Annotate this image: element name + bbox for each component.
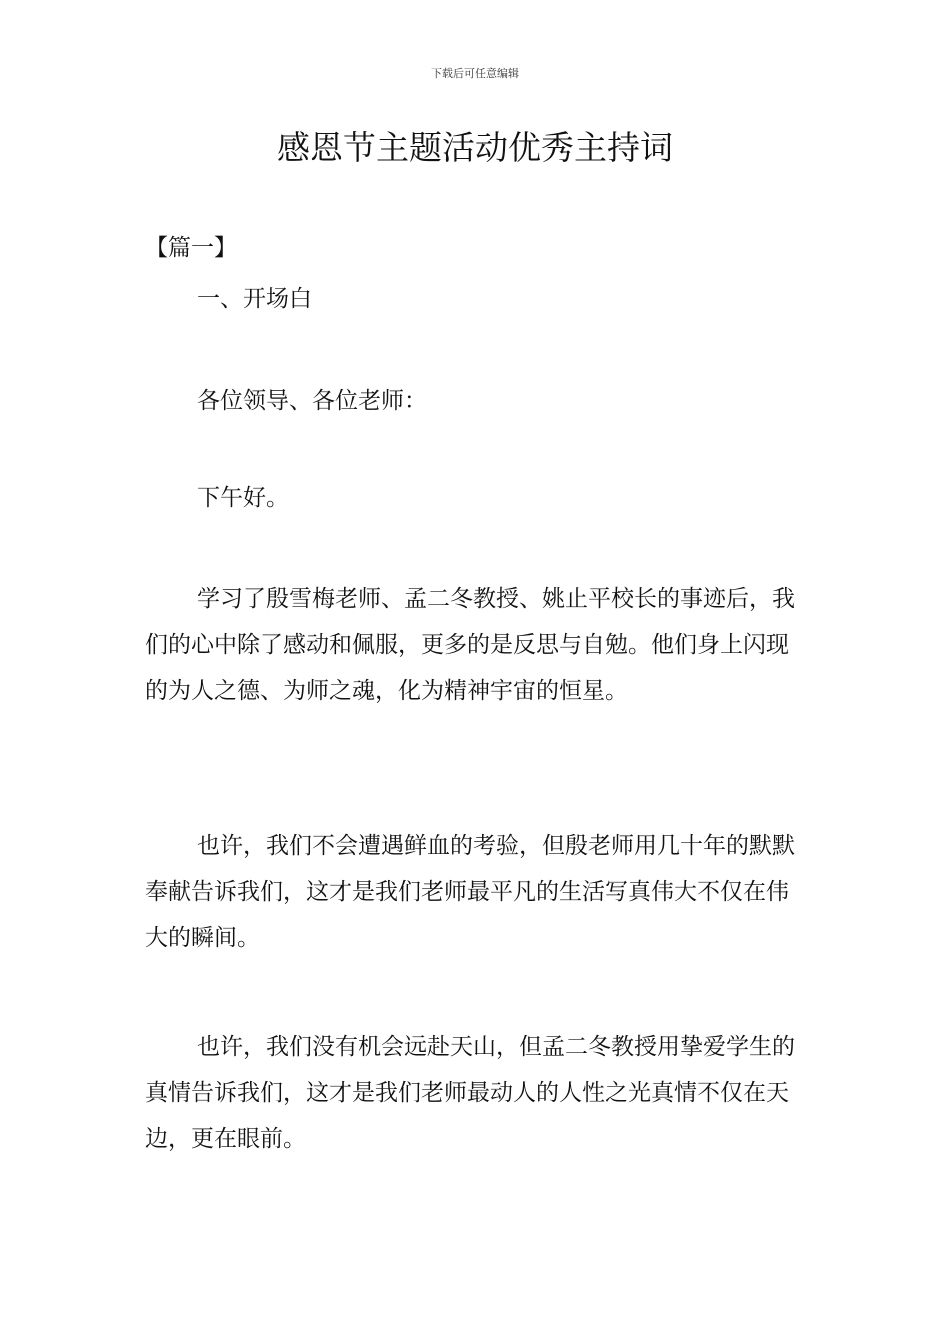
paragraph-body-2: 也许，我们不会遭遇鲜血的考验，但殷老师用几十年的默默奉献告诉我们，这才是我们老师最平凡的生活写真伟大不仅在伟大的瞬间。 [145,833,795,951]
section-label: 【篇一】 [145,235,237,261]
document-title: 感恩节主题活动优秀主持词 [277,128,673,167]
paragraph-body-3: 也许，我们没有机会远赴天山，但孟二冬教授用挚爱学生的真情告诉我们，这才是我们老师最动人的人性之光真情不仅在天边，更在眼前。 [145,1034,795,1152]
paragraph-greeting: 各位领导、各位老师： [197,388,427,414]
header-note: 下载后可任意编辑 [431,67,519,80]
paragraph-body-1: 学习了殷雪梅老师、孟二冬教授、姚止平校长的事迹后，我们的心中除了感动和佩服，更多的是反思与自勉。他们身上闪现的为人之德、为师之魂，化为精神宇宙的恒星。 [145,586,795,704]
paragraph-good-afternoon: 下午好。 [197,485,289,511]
paragraph-opening-heading: 一、开场白 [197,286,312,312]
